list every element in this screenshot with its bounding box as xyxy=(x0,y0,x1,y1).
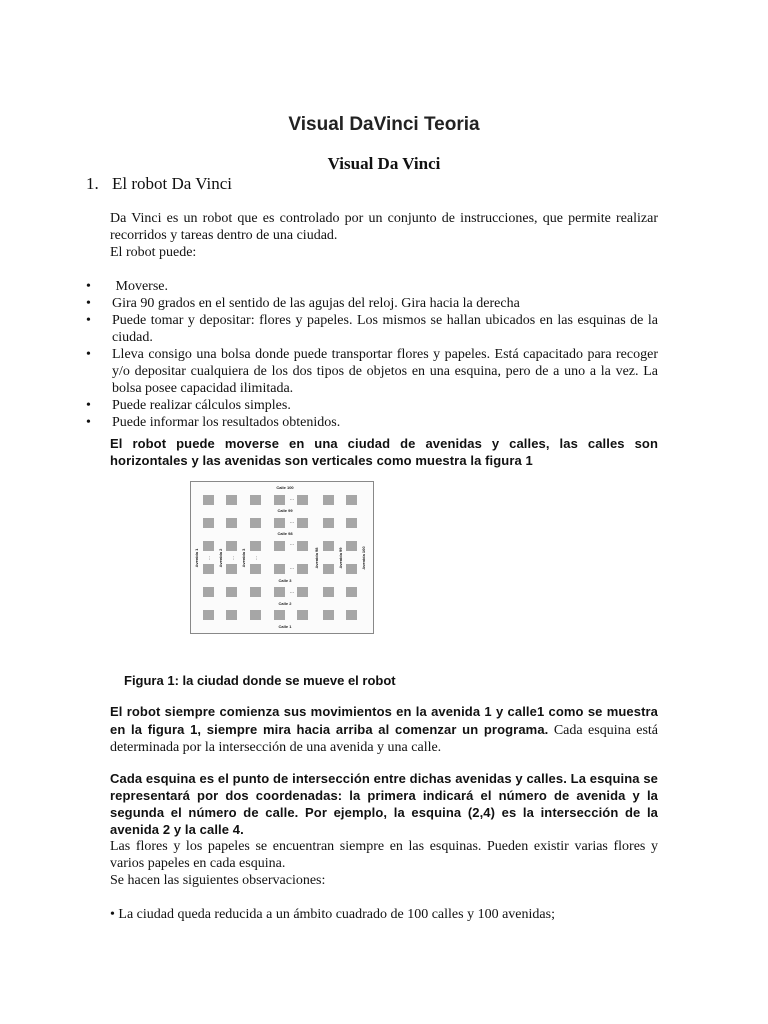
avenida-label: Avenida 100 xyxy=(361,546,366,570)
start-bold-text: El robot siempre comienza sus movimientos en la avenida 1 y calle1 como se muestra en la figura 1, siempre mira hacia arriba al comenzar un programa. xyxy=(110,704,658,737)
bullet-icon: • xyxy=(86,296,91,311)
bullet-icon: • xyxy=(86,398,91,413)
document-title: Visual DaVinci Teoria xyxy=(288,114,480,135)
city-block xyxy=(323,495,334,505)
section-heading xyxy=(86,174,232,194)
calle-label: Calle 100 xyxy=(276,485,294,490)
city-block xyxy=(250,495,261,505)
city-block xyxy=(250,564,261,574)
corner-paragraph: Cada esquina es el punto de intersección entre dichas avenidas y calles. La esquina se representará por dos coordenadas: la primera indicará el número de avenida y la segunda el número de calle. Por ejemplo, la esquina (2,4) es la intersección de la avenida 2 y la calle 4. xyxy=(110,771,658,837)
city-block xyxy=(346,518,357,528)
observations-text: Se hacen las siguientes observaciones: xyxy=(110,873,326,888)
bullet-icon: • xyxy=(86,347,91,362)
ellipsis-mark: ... xyxy=(289,565,295,571)
city-figure xyxy=(190,481,374,634)
city-block xyxy=(226,564,237,574)
calle-label: Calle 98 xyxy=(277,531,293,536)
city-block xyxy=(274,610,285,620)
city-block xyxy=(226,495,237,505)
start-normal-text: Cada esquina está determinada por la intersección de una avenida y una calle. xyxy=(110,723,659,755)
can-do-text: El robot puede: xyxy=(110,245,197,260)
city-block xyxy=(250,610,261,620)
city-block xyxy=(297,518,308,528)
city-block xyxy=(274,495,285,505)
city-block xyxy=(203,495,214,505)
city-block xyxy=(346,587,357,597)
city-block xyxy=(203,518,214,528)
flowers-paragraph xyxy=(110,838,658,889)
city-block xyxy=(250,518,261,528)
city-block xyxy=(226,587,237,597)
city-block xyxy=(297,564,308,574)
observation-item: • La ciudad queda reducida a un ámbito cuadrado de 100 calles y 100 avenidas; xyxy=(110,907,555,922)
city-block xyxy=(346,495,357,505)
city-block xyxy=(274,587,285,597)
city-block xyxy=(226,610,237,620)
avenida-label: Avenida 98 xyxy=(314,547,319,569)
list-item-text: Puede tomar y depositar: flores y papeles. Los mismos se hallan ubicados en las esquinas de la ciudad. xyxy=(112,313,658,345)
city-block xyxy=(297,610,308,620)
city-block xyxy=(203,587,214,597)
list-item xyxy=(86,312,658,346)
city-block xyxy=(250,587,261,597)
city-block xyxy=(274,564,285,574)
intro-text: Da Vinci es un robot que es controlado por un conjunto de instrucciones, que permite realizar recorridos y tareas dentro de una ciudad. xyxy=(110,211,658,243)
list-item-text: Puede realizar cálculos simples. xyxy=(112,398,291,413)
city-block xyxy=(346,564,357,574)
avenida-label: Avenida 2 xyxy=(218,548,223,568)
avenida-label: Avenida 3 xyxy=(241,548,246,568)
avenida-label: Avenida 99 xyxy=(338,547,343,569)
city-block xyxy=(203,541,214,551)
city-paragraph: El robot puede moverse en una ciudad de avenidas y calles, las calles son horizontales y las avenidas son verticales como muestra la figura 1 xyxy=(110,436,658,468)
list-item-text: Moverse. xyxy=(115,279,168,294)
list-item-text: Lleva consigo una bolsa donde puede transportar flores y papeles. Está capacitado para recoger y/o depositar cualquiera de los dos tipos de objetos en una esquina, pero de a uno a la vez. La bolsa posee capacidad ilimitada. xyxy=(112,347,658,396)
start-paragraph xyxy=(110,703,658,756)
ellipsis-mark: ... xyxy=(289,541,295,547)
bullet-icon: • xyxy=(86,415,91,430)
city-block xyxy=(346,610,357,620)
list-item-text: Gira 90 grados en el sentido de las agujas del reloj. Gira hacia la derecha xyxy=(112,296,520,311)
city-block xyxy=(274,541,285,551)
ellipsis-mark: ... xyxy=(206,555,212,561)
city-block xyxy=(250,541,261,551)
city-block xyxy=(297,541,308,551)
city-block xyxy=(274,518,285,528)
city-block xyxy=(323,610,334,620)
city-block xyxy=(203,610,214,620)
city-block xyxy=(323,518,334,528)
ellipsis-mark: ... xyxy=(253,555,259,561)
city-block xyxy=(297,587,308,597)
capabilities-list xyxy=(86,278,658,431)
city-block xyxy=(323,587,334,597)
city-grid-svg xyxy=(191,482,373,633)
section-number: 1. xyxy=(86,174,99,193)
list-item xyxy=(86,346,658,397)
intro-paragraph xyxy=(110,210,658,261)
avenida-label: Avenida 1 xyxy=(194,548,199,568)
city-block xyxy=(323,541,334,551)
city-block xyxy=(226,541,237,551)
city-block xyxy=(226,518,237,528)
list-item xyxy=(86,278,658,295)
list-item xyxy=(86,295,658,312)
calle-label: Calle 2 xyxy=(278,601,292,606)
ellipsis-mark: ... xyxy=(289,519,295,525)
ellipsis-mark: ... xyxy=(289,496,295,502)
figure-caption: Figura 1: la ciudad donde se mueve el robot xyxy=(124,673,396,688)
ellipsis-mark: ... xyxy=(230,555,236,561)
calle-label: Calle 99 xyxy=(277,508,293,513)
bullet-icon: • xyxy=(86,313,91,328)
list-item-text: Puede informar los resultados obtenidos. xyxy=(112,415,341,430)
bullet-icon: • xyxy=(86,279,91,294)
city-block xyxy=(203,564,214,574)
city-block xyxy=(346,541,357,551)
ellipsis-mark: ... xyxy=(289,589,295,595)
flowers-text: Las flores y los papeles se encuentran siempre en las esquinas. Pueden existir varias flores y varios papeles en cada esquina. xyxy=(110,839,658,871)
calle-label: Calle 1 xyxy=(278,624,292,629)
city-block xyxy=(297,495,308,505)
list-item xyxy=(86,414,658,431)
section-title: El robot Da Vinci xyxy=(112,174,233,193)
document-subtitle: Visual Da Vinci xyxy=(327,154,441,173)
list-item xyxy=(86,397,658,414)
calle-label: Calle 3 xyxy=(278,578,292,583)
city-block xyxy=(323,564,334,574)
